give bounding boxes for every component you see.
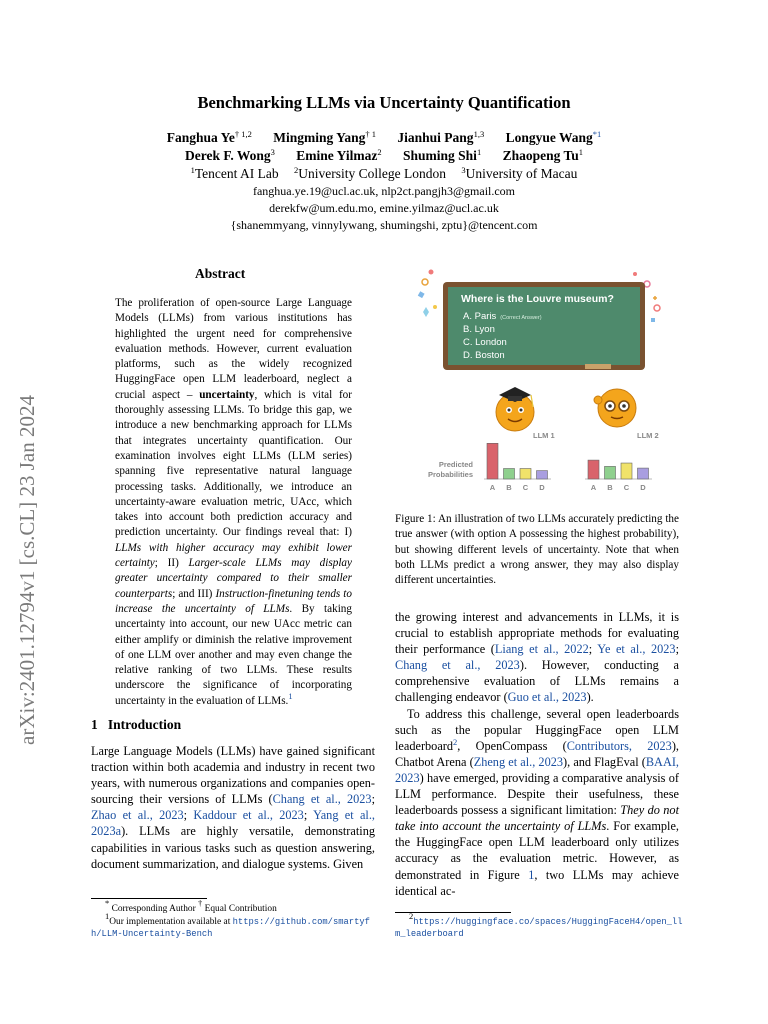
citation-link[interactable]: Yang et al., 2023a: [91, 808, 375, 839]
citation-link[interactable]: Zheng et al., 2023: [473, 754, 564, 769]
github-link[interactable]: https://github.com/smartyfh/LLM-Uncertainty-Bench: [91, 917, 370, 939]
llm1-bar-chart: [484, 443, 551, 492]
citation-link[interactable]: Ye et al., 2023: [597, 642, 676, 657]
figure-question: Where is the Louvre museum?: [461, 293, 614, 305]
citation-link[interactable]: Kaddour et al., 2023: [193, 808, 304, 823]
llm1-bar-label-d: D: [539, 483, 545, 492]
llm1-bar-b: [504, 469, 515, 480]
citation-link[interactable]: Contributors, 2023: [566, 738, 672, 753]
llm2-bar-label-b: B: [607, 483, 613, 492]
author: Jianhui Pang$^{1,3}$: [397, 129, 485, 145]
llm2-bar-d: [638, 468, 649, 479]
figure-option-d: D. Boston: [463, 350, 505, 361]
llm2-bar-chart: [585, 460, 652, 492]
figure-option-a: A. Paris (Correct Answer): [463, 311, 542, 322]
author: Shuming Shi$^1$: [403, 147, 482, 163]
llm1-bar-label-b: B: [506, 483, 512, 492]
author: Emine Yilmaz$^2$: [296, 147, 382, 163]
llm2-bar-c: [621, 463, 632, 479]
citation-link[interactable]: Liang et al., 2022: [494, 642, 589, 657]
right-column-body: the growing interest and advancements in LLMs, it is crucial to establish appropriate methods for evaluating their performance (Liang et al., 2022; Ye et al., 2023; Chang et al., 2023). However, conducting a comprehensive evaluation of LLMs remains a challenging endeavor (Guo et al., 2023). To address this challenge, several open leaderboards such as the popular HuggingFace open LLM leaderboard$^2$, OpenCompass (Contributors, 2023), Chatbot Arena (Zheng et al., 2023), and FlagEval (BAAI, 2023) have emerged, providing a comparative analysis of LLM performance. Despite their usefulness, these leaderboards possess a significant limitation: They do not take into account the uncertainty of LLMs. For example, the HuggingFace open LLM leaderboard only utilizes accuracy as the evaluation metric. However, as demonstrated in Figure 1, two LLMs may achieve identical ac-: [395, 610, 680, 898]
abstract-heading: Abstract: [195, 266, 246, 281]
llm1-bar-a: [487, 443, 498, 479]
llm2-bar-b: [605, 466, 616, 479]
figure-1-caption: Figure 1: An illustration of two LLMs accurately predicting the true answer (with option A possessing the highest probability), but showing different levels of uncertainty. Note that when both LLMs predict a wrong answer, they may also display different uncertainties.: [395, 513, 679, 587]
intro-body: Large Language Models (LLMs) have gained significant traction within both academia and industry in recent two years, with numerous organizations and companies open-sourcing their versions of LLMs (Chang et al., 2023; Zhao et al., 2023; Kaddour et al., 2023; Yang et al., 2023a). LLMs are highly versatile, demonstrating capabilities in various tasks such as question answering, document summarization, and dialogue systems. Given: [91, 744, 375, 871]
llm1-character: [496, 387, 534, 431]
author: Zhaopeng Tu$^1$: [502, 147, 583, 163]
affiliations: [0, 166, 768, 182]
figure-ref[interactable]: 1: [528, 867, 535, 882]
prob-label-line-1: Predicted: [438, 460, 473, 469]
abstract-body: The proliferation of open-source Large Language Models (LLMs) from various institutions has highlighted the urgent need for comprehensive evaluation methods. However, current evaluation platforms, such as the widely recognized HuggingFace open LLM leaderboard, neglect a crucial aspect – uncertainty, which is vital for thoroughly assessing LLMs. To bridge this gap, we introduce a new benchmarking approach for LLMs that integrates uncertainty quantification. Our examination involves eight LLMs (LLM series) spanning five representative natural language processing tasks. Additionally, we introduce an uncertainty-aware evaluation metric, UAcc, which takes into account both prediction accuracy and prediction uncertainty. Our findings reveal that: I) LLMs with higher accuracy may exhibit lower certainty; II) Larger-scale LLMs may display greater uncertainty compared to their smaller counterparts; and III) Instruction-finetuning tends to increase the uncertainty of LLMs. By taking uncertainty into account, our new UAcc metric can either amplify or diminish the relative improvement of one LLM over another and may even change the relative ranking of two LLMs. These results underscore the significance of incorporating uncertainty in the evaluation of LLMs.$^1$: [115, 297, 352, 707]
section-heading-introduction: 1 Introduction: [91, 717, 182, 732]
footnote-ref-1[interactable]: 1: [288, 690, 293, 701]
footnote-corresponding: * Corresponding Author † Equal Contribution: [105, 898, 277, 914]
author: Fanghua Ye$^{\dagger 1,2}$: [166, 129, 252, 145]
citation-link[interactable]: Chang et al., 2023: [395, 658, 520, 673]
author: Longyue Wang$^{*1}$: [505, 129, 602, 145]
affiliation: $^1$Tencent AI Lab: [190, 165, 279, 181]
llm2-bar-a: [588, 460, 599, 479]
huggingface-link[interactable]: https://huggingface.co/spaces/HuggingFaceH4/open_llm_leaderboard: [395, 917, 683, 939]
llm1-bar-label-c: C: [522, 483, 529, 492]
authors-row-2: [0, 148, 768, 164]
email-line-1: fanghua.ye.19@ucl.ac.uk, nlp2ct.pangjh3@gmail.com: [252, 184, 516, 198]
citation-link[interactable]: Zhao et al., 2023: [91, 808, 184, 823]
llm2-bar-label-c: C: [623, 483, 630, 492]
figure-1-illustration: [405, 262, 675, 498]
email-line-3: {shanemmyang, vinnylywang, shumingshi, zptu}@tencent.com: [230, 218, 538, 232]
llm2-character: [594, 389, 636, 427]
citation-link[interactable]: Guo et al., 2023: [507, 690, 587, 705]
citation-link[interactable]: BAAI, 2023: [395, 754, 679, 785]
affiliation: $^2$University College London: [294, 165, 447, 181]
llm1-bar-d: [537, 471, 548, 479]
arxiv-sidebar: arXiv:2401.12794v1 [cs.CL] 23 Jan 2024: [15, 395, 39, 745]
footnote-ref-2[interactable]: 2: [453, 736, 458, 747]
paper-title: Benchmarking LLMs via Uncertainty Quantification: [197, 93, 571, 112]
llm1-bar-label-a: A: [489, 483, 496, 492]
figure-option-b: B. Lyon: [463, 324, 495, 335]
figure-option-c: C. London: [463, 337, 507, 348]
authors-row-1: [0, 130, 768, 146]
prob-label-line-2: Probabilities: [427, 470, 473, 479]
footnote-1: $^1$Our implementation available at https://github.com/smartyfh/LLM-Uncertainty-Bench: [91, 911, 370, 939]
author: Derek F. Wong$^3$: [185, 147, 275, 163]
llm2-bar-label-d: D: [640, 483, 646, 492]
citation-link[interactable]: Chang et al., 2023: [272, 792, 372, 807]
llm1-bar-c: [520, 469, 531, 480]
llm1-label: LLM 1: [533, 431, 555, 440]
llm2-bar-label-a: A: [590, 483, 597, 492]
author: Mingming Yang$^{\dagger 1}$: [273, 129, 377, 145]
chalkboard: [443, 282, 645, 370]
footnote-2: $^2$https://huggingface.co/spaces/HuggingFaceH4/open_llm_leaderboard: [395, 911, 683, 939]
affiliation: $^3$University of Macau: [461, 165, 578, 181]
email-line-2: derekfw@um.edu.mo, emine.yilmaz@ucl.ac.uk: [269, 201, 499, 215]
llm2-label: LLM 2: [637, 431, 659, 440]
